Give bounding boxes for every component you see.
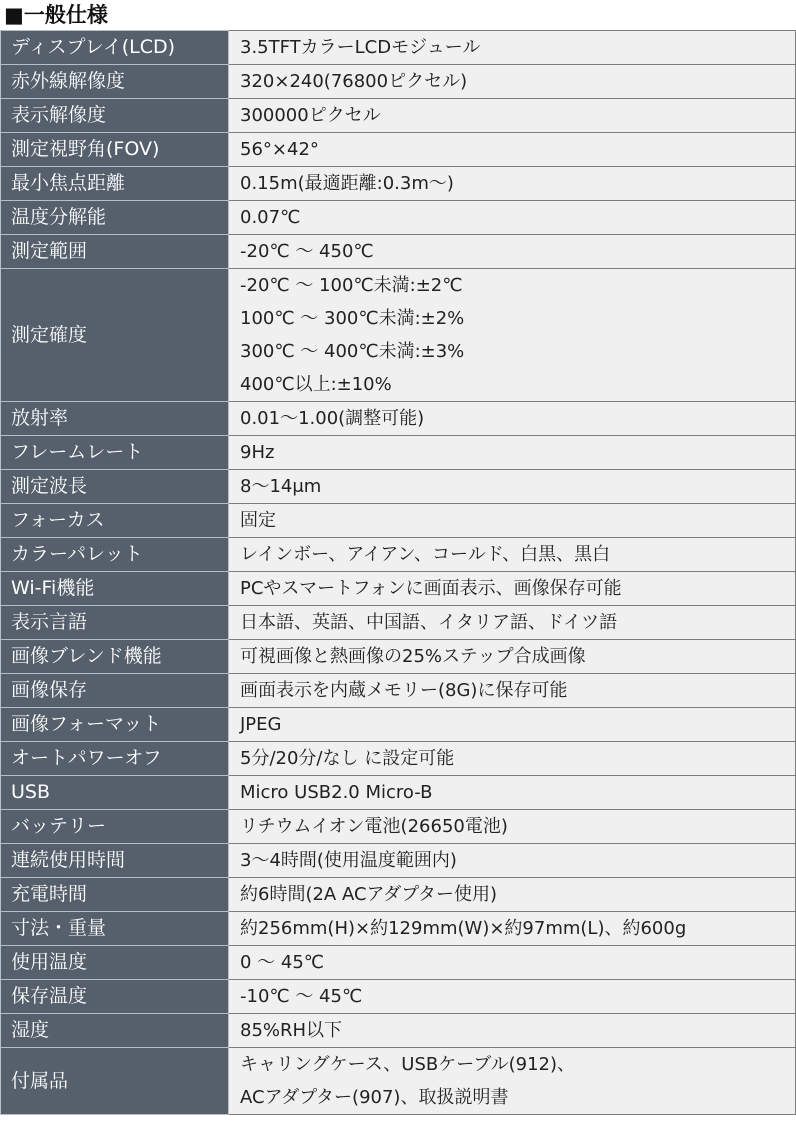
- spec-label: 寸法・重量: [1, 912, 229, 946]
- spec-value-line: 320×240(76800ピクセル): [240, 71, 468, 92]
- spec-label: 画像保存: [1, 674, 229, 708]
- spec-value-line: 約256mm(H)×約129mm(W)×約97mm(L)、約600g: [240, 918, 687, 939]
- spec-value: [229, 844, 796, 878]
- spec-value-line: -10℃ 〜 45℃: [240, 986, 363, 1007]
- section-title: ■一般仕様: [4, 3, 108, 27]
- spec-row: [1, 167, 796, 201]
- spec-value-line: 100℃ 〜 300℃未満:±2%: [240, 308, 465, 329]
- spec-value: [229, 167, 796, 201]
- spec-value: [229, 946, 796, 980]
- spec-value: [229, 708, 796, 742]
- spec-value: [229, 572, 796, 606]
- spec-label: 連続使用時間: [1, 844, 229, 878]
- spec-row: [1, 470, 796, 504]
- spec-value-line: JPEG: [240, 714, 282, 735]
- spec-value-line: 0.07℃: [240, 207, 301, 228]
- spec-label: ディスプレイ(LCD): [1, 31, 229, 65]
- spec-value-line: -20℃ 〜 100℃未満:±2℃: [240, 275, 463, 296]
- spec-row: [1, 844, 796, 878]
- spec-label: フォーカス: [1, 504, 229, 538]
- spec-row: [1, 504, 796, 538]
- spec-value: [229, 402, 796, 436]
- spec-row: [1, 912, 796, 946]
- spec-value: [229, 640, 796, 674]
- spec-value: [229, 99, 796, 133]
- spec-row: [1, 572, 796, 606]
- spec-value-line: 9Hz: [240, 442, 275, 463]
- spec-value: [229, 674, 796, 708]
- spec-value-line: 画面表示を内蔵メモリー(8G)に保存可能: [240, 680, 568, 701]
- spec-label: カラーパレット: [1, 538, 229, 572]
- spec-value-line: 56°×42°: [240, 139, 319, 160]
- spec-value: [229, 436, 796, 470]
- spec-value: [229, 1048, 796, 1115]
- spec-value-line: 85%RH以下: [240, 1020, 343, 1041]
- spec-row: [1, 946, 796, 980]
- spec-row: [1, 742, 796, 776]
- spec-value-line: 300000ピクセル: [240, 105, 381, 126]
- spec-value: [229, 1014, 796, 1048]
- spec-label: 保存温度: [1, 980, 229, 1014]
- spec-value: [229, 201, 796, 235]
- spec-value: [229, 133, 796, 167]
- spec-row: [1, 810, 796, 844]
- spec-value: [229, 980, 796, 1014]
- spec-value-line: -20℃ 〜 450℃: [240, 241, 374, 262]
- spec-row: [1, 1048, 796, 1115]
- spec-label: 温度分解能: [1, 201, 229, 235]
- spec-label: 測定視野角(FOV): [1, 133, 229, 167]
- spec-value: [229, 235, 796, 269]
- spec-value-line: ACアダプター(907)、取扱説明書: [240, 1087, 509, 1108]
- spec-label: 画像フォーマット: [1, 708, 229, 742]
- spec-label: 表示言語: [1, 606, 229, 640]
- spec-label: 付属品: [1, 1048, 229, 1115]
- spec-value: [229, 878, 796, 912]
- spec-label: 使用温度: [1, 946, 229, 980]
- spec-row: [1, 980, 796, 1014]
- spec-value: [229, 65, 796, 99]
- spec-label: 測定範囲: [1, 235, 229, 269]
- spec-row: [1, 99, 796, 133]
- spec-value: [229, 470, 796, 504]
- spec-value: [229, 538, 796, 572]
- spec-value-line: 400℃以上:±10%: [240, 374, 392, 395]
- spec-row: [1, 402, 796, 436]
- spec-label: 湿度: [1, 1014, 229, 1048]
- spec-value: [229, 912, 796, 946]
- spec-table-body: [1, 31, 796, 1115]
- spec-value-line: 日本語、英語、中国語、イタリア語、ドイツ語: [240, 612, 618, 633]
- spec-value-line: 0 〜 45℃: [240, 952, 325, 973]
- spec-label: 充電時間: [1, 878, 229, 912]
- spec-row: [1, 133, 796, 167]
- spec-value-line: Micro USB2.0 Micro-B: [240, 782, 433, 803]
- spec-value-line: 約6時間(2A ACアダプター使用): [240, 884, 498, 905]
- spec-row: [1, 878, 796, 912]
- spec-value-line: 5分/20分/なし に設定可能: [240, 748, 455, 769]
- spec-value: [229, 504, 796, 538]
- spec-value-line: PCやスマートフォンに画面表示、画像保存可能: [240, 578, 622, 599]
- spec-label: バッテリー: [1, 810, 229, 844]
- spec-label: フレームレート: [1, 436, 229, 470]
- spec-value: [229, 742, 796, 776]
- spec-label: Wi-Fi機能: [1, 572, 229, 606]
- spec-label: USB: [1, 776, 229, 810]
- spec-label: オートパワーオフ: [1, 742, 229, 776]
- spec-row: [1, 538, 796, 572]
- spec-row: [1, 436, 796, 470]
- spec-label: 画像ブレンド機能: [1, 640, 229, 674]
- spec-row: [1, 201, 796, 235]
- spec-label: 最小焦点距離: [1, 167, 229, 201]
- spec-value-line: キャリングケース、USBケーブル(912)、: [240, 1054, 576, 1075]
- spec-value-line: 固定: [240, 510, 276, 531]
- spec-value: [229, 31, 796, 65]
- spec-value-line: 3〜4時間(使用温度範囲内): [240, 850, 457, 871]
- spec-label: 赤外線解像度: [1, 65, 229, 99]
- spec-value-line: 可視画像と熱画像の25%ステップ合成画像: [240, 646, 586, 667]
- spec-row: [1, 31, 796, 65]
- spec-label: 放射率: [1, 402, 229, 436]
- spec-table: [0, 30, 796, 1115]
- spec-label: 測定確度: [1, 269, 229, 402]
- spec-value: [229, 269, 796, 402]
- spec-value-line: レインボー、アイアン、コールド、白黒、黒白: [240, 544, 611, 565]
- spec-value-line: 3.5TFTカラーLCDモジュール: [240, 37, 481, 58]
- spec-value: [229, 606, 796, 640]
- spec-row: [1, 606, 796, 640]
- spec-value-line: 0.01〜1.00(調整可能): [240, 408, 425, 429]
- spec-row: [1, 708, 796, 742]
- spec-row: [1, 1014, 796, 1048]
- spec-value-line: 0.15m(最適距離:0.3m〜): [240, 173, 454, 194]
- spec-row: [1, 674, 796, 708]
- spec-value-line: 8〜14μm: [240, 476, 322, 497]
- spec-row: [1, 235, 796, 269]
- spec-value-line: 300℃ 〜 400℃未満:±3%: [240, 341, 465, 362]
- spec-row: [1, 640, 796, 674]
- spec-value: [229, 776, 796, 810]
- spec-row: [1, 65, 796, 99]
- spec-row: [1, 776, 796, 810]
- spec-label: 表示解像度: [1, 99, 229, 133]
- spec-value: [229, 810, 796, 844]
- spec-value-line: リチウムイオン電池(26650電池): [240, 816, 508, 837]
- spec-row: [1, 269, 796, 402]
- spec-label: 測定波長: [1, 470, 229, 504]
